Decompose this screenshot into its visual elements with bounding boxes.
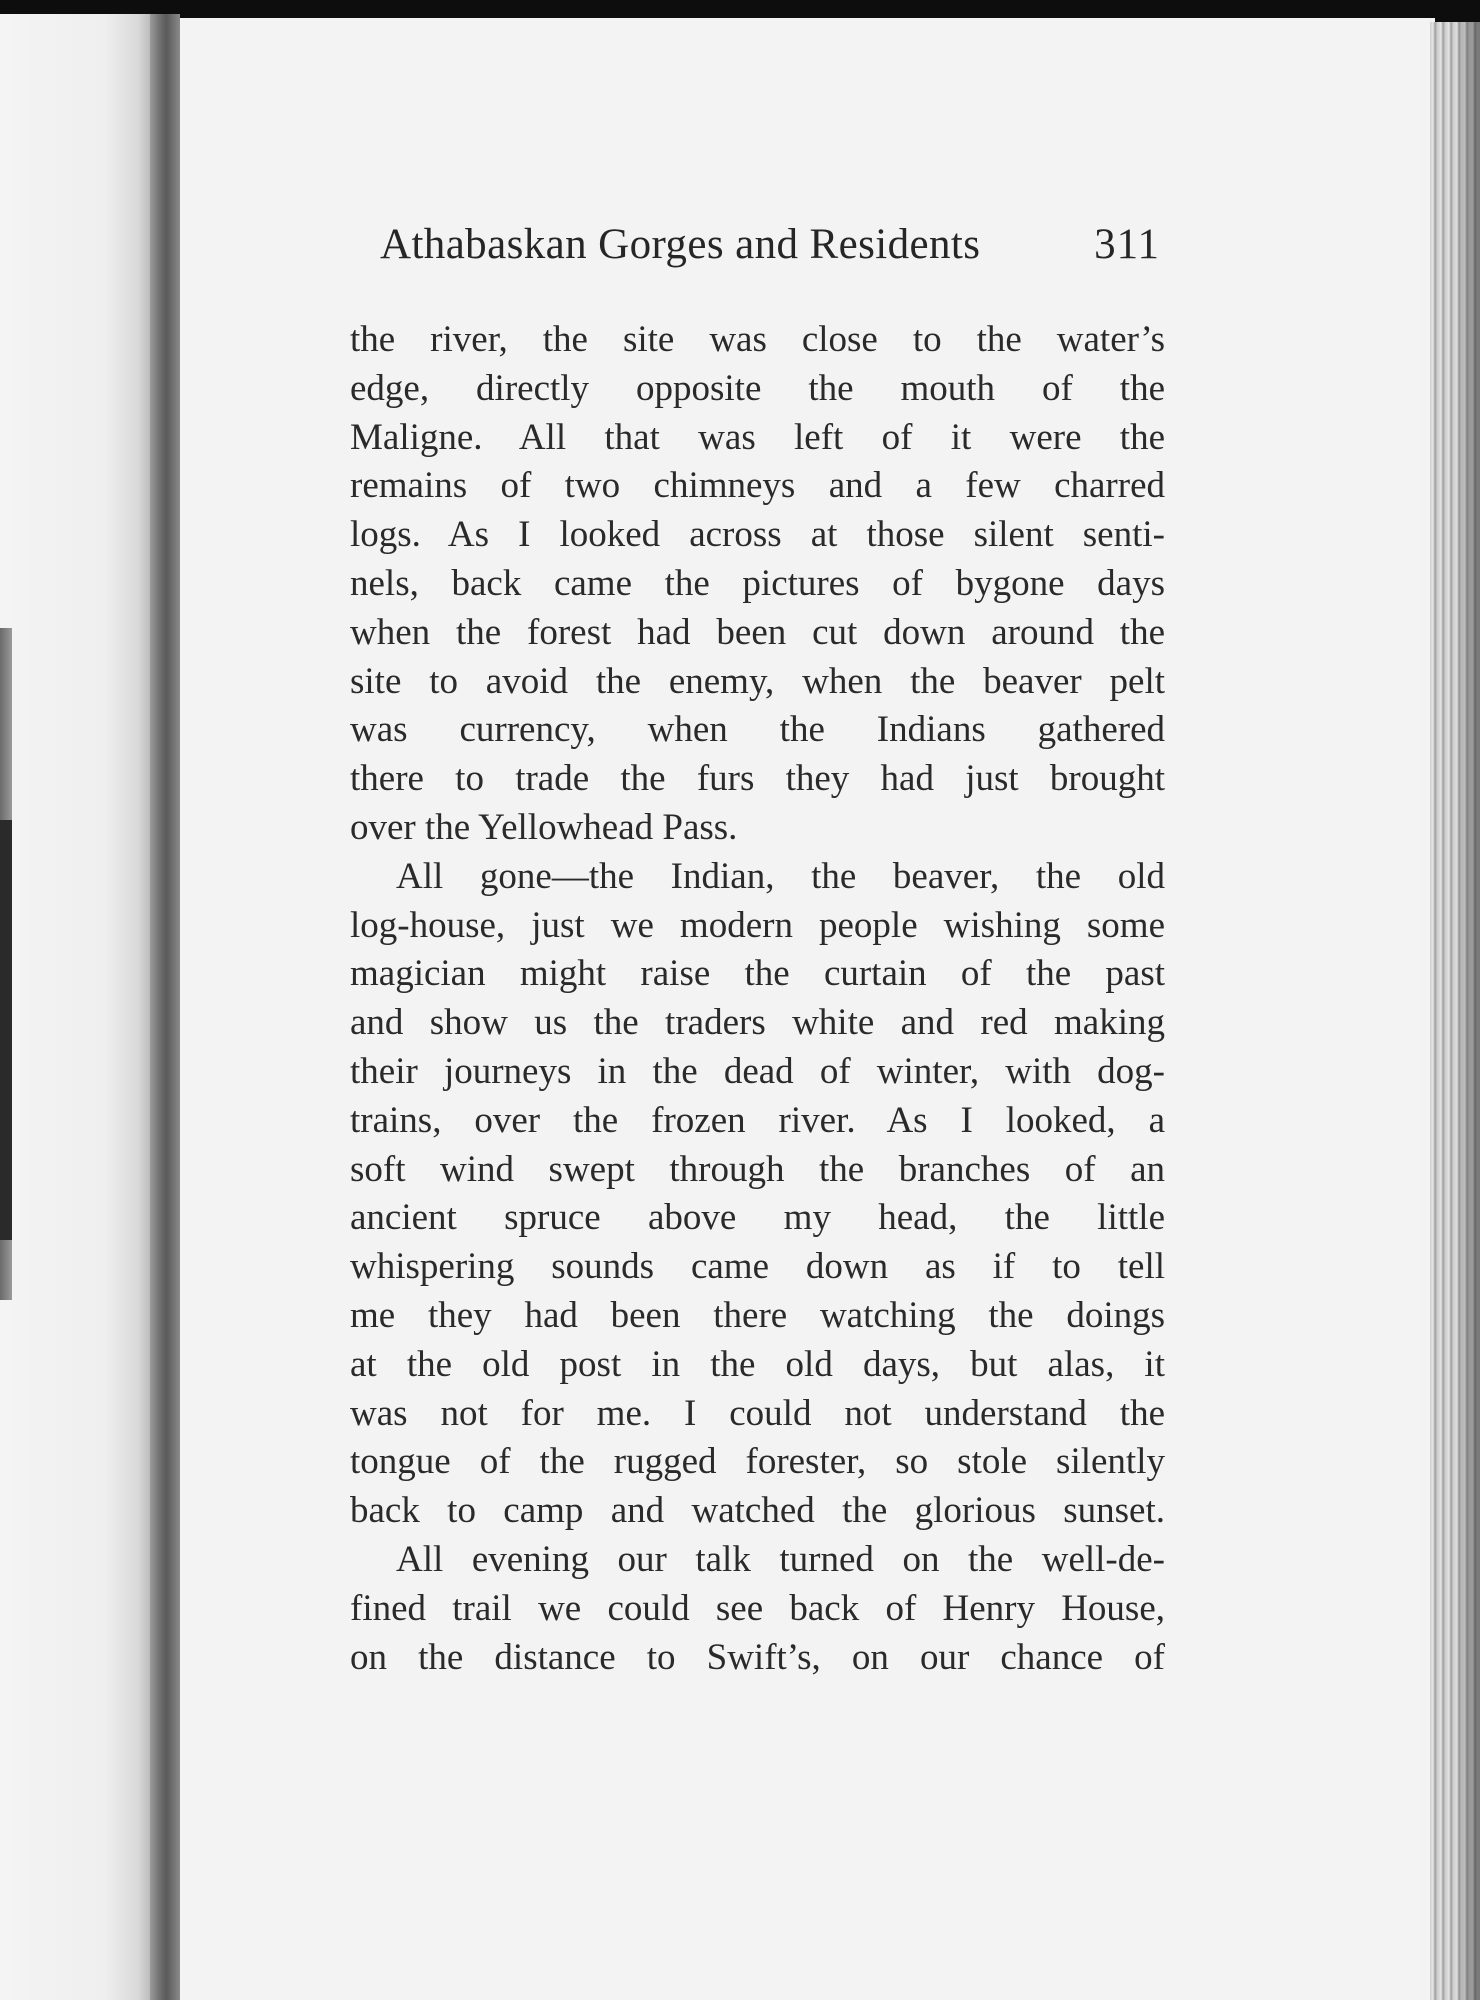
text-line: whispering sounds came down as if to tell	[350, 1246, 1165, 1288]
text-line: was currency, when the Indians gathered	[350, 709, 1165, 751]
text-line: trains, over the frozen river. As I looked, a	[350, 1099, 1165, 1141]
text-line: on the distance to Swift’s, on our chance of	[350, 1636, 1165, 1678]
text-line: there to trade the furs they had just brought	[350, 758, 1165, 800]
text-line: ancient spruce above my head, the little	[350, 1197, 1165, 1239]
paragraph-1	[350, 316, 1165, 853]
running-head	[380, 220, 1160, 280]
text-line: over the Yellowhead Pass.	[350, 806, 738, 848]
text-line: tongue of the rugged forester, so stole silently	[350, 1441, 1165, 1483]
text-line: soft wind swept through the branches of an	[350, 1148, 1165, 1190]
text-line: remains of two chimneys and a few charred	[350, 465, 1165, 507]
text-line: edge, directly opposite the mouth of the	[350, 367, 1165, 409]
paragraph-2	[350, 853, 1165, 1536]
text-line: at the old post in the old days, but alas, it	[350, 1343, 1165, 1385]
text-line: me they had been there watching the doings	[350, 1294, 1165, 1336]
paragraph-3	[350, 1536, 1165, 1682]
body-text	[350, 316, 1165, 1682]
previous-page-edge	[0, 14, 150, 2000]
text-line: logs. As I looked across at those silent senti-	[350, 514, 1165, 556]
text-line: All evening our talk turned on the well-de-	[396, 1538, 1165, 1580]
left-page-dark-strip	[0, 820, 12, 1240]
text-line: All gone—the Indian, the beaver, the old	[396, 855, 1165, 897]
text-line: was not for me. I could not understand the	[350, 1392, 1165, 1434]
text-line: nels, back came the pictures of bygone days	[350, 562, 1165, 604]
running-head-title: Athabaskan Gorges and Residents	[380, 221, 981, 268]
page-number: 311	[1094, 221, 1160, 268]
page-edges-shadow	[1455, 22, 1480, 2000]
text-line: fined trail we could see back of Henry House,	[350, 1587, 1165, 1629]
text-line: back to camp and watched the glorious sunset.	[350, 1490, 1165, 1532]
text-line: magician might raise the curtain of the past	[350, 953, 1165, 995]
text-line: the river, the site was close to the water’s	[350, 319, 1165, 360]
text-line: Maligne. All that was left of it were the	[350, 416, 1165, 458]
text-line: log-house, just we modern people wishing some	[350, 904, 1165, 946]
text-line: their journeys in the dead of winter, with dog-	[350, 1050, 1165, 1092]
book-gutter	[150, 14, 180, 2000]
text-line: and show us the traders white and red making	[350, 1002, 1165, 1044]
text-line: when the forest had been cut down around the	[350, 611, 1165, 653]
text-line: site to avoid the enemy, when the beaver pelt	[350, 660, 1165, 702]
